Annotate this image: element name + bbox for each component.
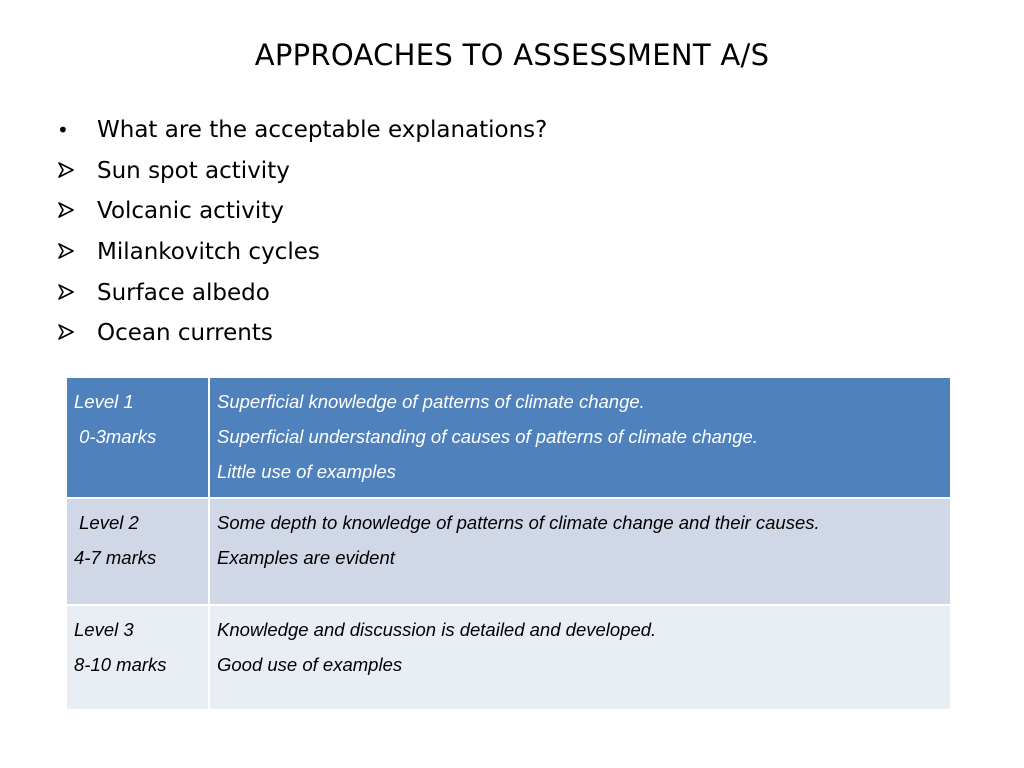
list-item — [55, 232, 547, 273]
level-cell — [66, 498, 209, 605]
descriptor-text: Examples are evident — [217, 547, 395, 568]
list-item-text: Volcanic activity — [97, 198, 284, 225]
list-item-text: Ocean currents — [97, 320, 273, 347]
marks-label: 8-10 marks — [74, 654, 167, 675]
explanations-list — [55, 110, 547, 354]
arrow-bullet-icon — [57, 151, 87, 192]
bullet-dot-icon: • — [57, 118, 69, 142]
level-cell — [66, 377, 209, 498]
list-item — [55, 191, 547, 232]
list-item — [55, 273, 547, 314]
marks-label: 0-3marks — [74, 426, 157, 447]
descriptor-cell — [209, 377, 951, 498]
arrow-bullet-icon — [57, 273, 87, 314]
arrow-bullet-icon — [57, 313, 87, 354]
list-item-text: What are the acceptable explanations? — [97, 117, 548, 143]
descriptor-cell — [209, 498, 951, 605]
list-item-text: Sun spot activity — [97, 157, 290, 184]
list-item — [55, 110, 547, 151]
descriptor-text: Some depth to knowledge of patterns of climate change and their causes. — [217, 512, 820, 533]
arrow-bullet-icon — [57, 191, 87, 232]
level-cell — [66, 605, 209, 710]
list-item-text: Surface albedo — [97, 279, 270, 306]
slide-title: APPROACHES TO ASSESSMENT A/S — [254, 38, 770, 72]
descriptor-text: Good use of examples — [217, 654, 403, 675]
descriptor-text: Little use of examples — [217, 461, 396, 482]
descriptor-text: Knowledge and discussion is detailed and developed. — [217, 619, 657, 640]
marking-rubric-table — [65, 376, 952, 711]
table-row — [66, 498, 951, 605]
level-label: Level 2 — [74, 512, 139, 533]
descriptor-text: Superficial understanding of causes of patterns of climate change. — [217, 426, 758, 447]
list-item-text: Milankovitch cycles — [97, 239, 320, 266]
list-item — [55, 151, 547, 192]
table-row — [66, 377, 951, 498]
level-label: Level 3 — [74, 619, 134, 640]
descriptor-text: Superficial knowledge of patterns of climate change. — [217, 391, 645, 412]
list-item — [55, 313, 547, 354]
level-label: Level 1 — [74, 391, 134, 412]
marks-label: 4-7 marks — [74, 547, 157, 568]
descriptor-cell — [209, 605, 951, 710]
table-row — [66, 605, 951, 710]
arrow-bullet-icon — [57, 232, 87, 273]
